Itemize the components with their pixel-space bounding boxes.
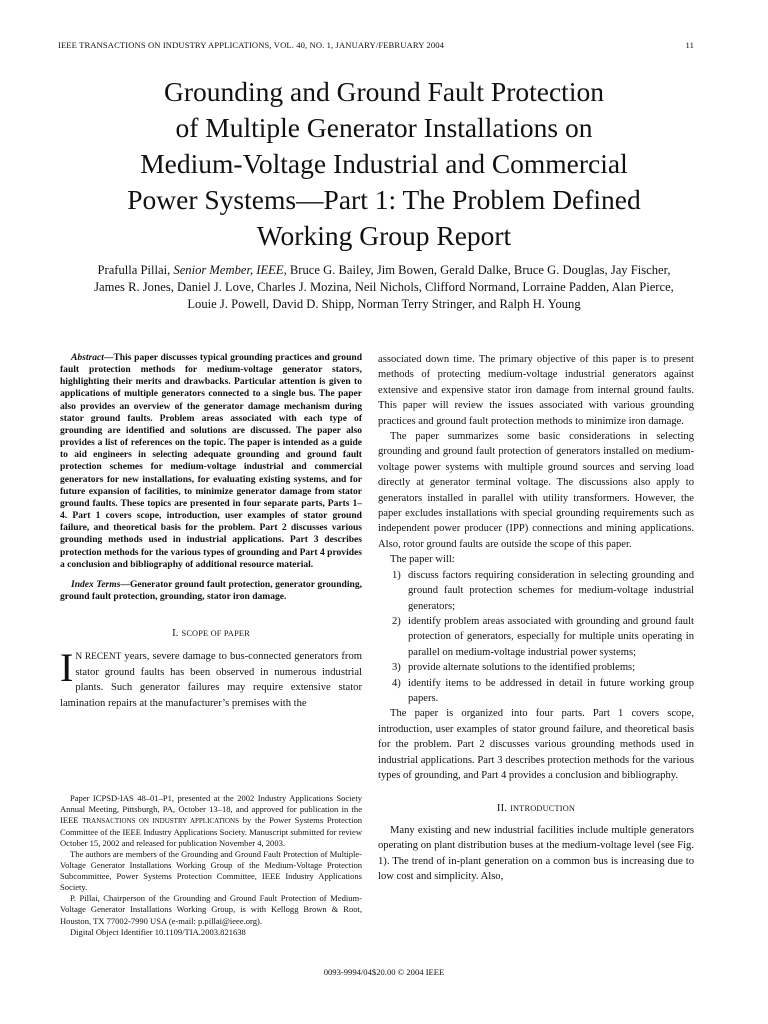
body-paragraph: Many existing and new industrial facilities include multiple generators operating on plant distribution buses at the medium-voltage level (see Fig. 1). The trend of in-plant generation on a common bus is increasing due to low cost and simplicity. Also, [378, 824, 694, 882]
index-terms-text: —Generator ground fault protection, generator grounding, ground fault protection, grounding, stator iron damage. [60, 578, 362, 602]
journal-header: IEEE TRANSACTIONS ON INDUSTRY APPLICATIONS, VOL. 40, NO. 1, JANUARY/FEBRUARY 2004 [58, 40, 445, 50]
abstract-text: —This paper discusses typical grounding practices and ground fault protection methods for medium-voltage generator stators, highlighting their merits and drawbacks. Particular attention is given to applications of multiple generators connected to a single bus. The paper also provides an overview of the generator damage mechanism during stator ground faults. Problem areas associated with each type of grounding are identified and solutions are discussed. The paper also provides a list of references on the topic. The paper is intended as a guide to aid engineers in selecting adequate grounding and ground fault protection schemes for medium-voltage industrial and commercial generators for new installations, for evaluating existing systems, and for future expansion of facilities, to minimize generator damage from stator ground faults. These topics are presented in four separate parts, Parts 1–4. Part 1 covers scope, introduction, user examples of stator ground failure, and theoretical basis for the problem. Part 2 discusses various grounding methods used in industrial applications. Part 3 describes protection methods for the various types of grounding and Part 4 provides a conclusion and bibliography of additional resource material. [60, 352, 362, 570]
title-line: Working Group Report [256, 220, 512, 251]
section-number: I. [172, 628, 182, 640]
list-number: 3) [392, 662, 401, 674]
list-item [378, 614, 694, 660]
numbered-list [378, 568, 694, 707]
title-line: of Multiple Generator Installations on [175, 112, 593, 143]
author-list [0, 262, 768, 313]
list-text: identify problem areas associated with grounding and ground fault protection of generators, especially for multiple units operating in parallel on medium-voltage industrial power systems; [408, 615, 694, 658]
footnote-doi: Digital Object Identifier 10.1109/TIA.2003.821638 [70, 926, 246, 937]
author-name: Prafulla Pillai, [97, 263, 174, 277]
footnote-publication [60, 793, 362, 849]
abstract-lead: Abstract [71, 352, 104, 363]
title-line: Grounding and Ground Fault Protection [164, 76, 604, 107]
body-paragraph: The paper summarizes some basic considerations in selecting grounding and ground fault protection of generators installed on medium-voltage power systems with multiple ground sources and serving load directly at generator terminal voltage. The discussions also apply to generators installed in parallel with utility transformers. However, the paper excludes installations with special grounding requirements such as independent power producer (IPP) connections and mining applications. Also, rotor ground faults are outside the scope of this paper. [378, 431, 694, 550]
author-line [0, 262, 768, 279]
section-number: II. [496, 803, 511, 815]
paragraph-text: years, severe damage to bus-connected generators from stator ground faults has been observed in numerous industrial plants. Such generator failures may require extensive stator lamination repairs at the manufacturer’s premises with the [60, 650, 362, 709]
author-role: Senior Member, IEEE [173, 263, 284, 277]
footnote-chair: P. Pillai, Chairperson of the Grounding and Ground Fault Protection of Medium-Voltage Generator Installations Working Group, is with Kellogg Brown & Root, Houston, TX 77002-7990 USA (e-mail: p.pillai@ieee.org). [60, 893, 362, 926]
author-names: , Bruce G. Bailey, Jim Bowen, Gerald Dalke, Bruce G. Douglas, Jay Fischer, [283, 263, 671, 277]
title-line: Power Systems—Part 1: The Problem Defined [127, 184, 641, 215]
footnote-journal: TRANSACTIONS ON INDUSTRY APPLICATIONS [82, 817, 239, 826]
page-number: 11 [685, 40, 694, 50]
list-number: 2) [392, 615, 401, 627]
list-text: discuss factors requiring consideration in selecting grounding and ground fault protection schemes for medium-voltage industrial generators; [408, 569, 694, 612]
section-title: INTRODUCTION [510, 804, 576, 814]
footnote-text: by the Power Systems Protection Committee of the IEEE Industry Applications Society. Manuscript submitted for review October 15, 2002 and released for publication November 4, 2003. [60, 815, 363, 849]
section-title: SCOPE OF PAPER [181, 629, 250, 639]
section-heading-scope [60, 626, 362, 641]
list-text: identify items to be addressed in detail in future working group papers. [408, 677, 694, 704]
list-number: 1) [392, 569, 401, 581]
list-item [378, 676, 694, 707]
copyright-line: 0093-9994/04$20.00 © 2004 IEEE [323, 967, 445, 977]
list-number: 4) [392, 677, 401, 689]
section-scope-paragraph [60, 644, 362, 712]
body-paragraph: The paper is organized into four parts. Part 1 covers scope, introduction, user examples of stator ground failure, and theoretical basis for the problem. Part 2 discusses various grounding methods used in industrial applications. Part 3 describes protection methods for the various types of grounding, and Part 4 provides a conclusion and bibliography. [378, 708, 694, 781]
paper-title [0, 74, 768, 254]
body-paragraph: The paper will: [390, 554, 455, 566]
section-heading-introduction [378, 801, 694, 816]
footnote-authors: The authors are members of the Grounding and Ground Fault Protection of Multiple-Voltage Generator Installations Working Group of the Medium-Voltage Protection Subcommittee, Power Systems Protection Committee, IEEE Industry Applications Society. [60, 849, 362, 893]
index-terms [60, 579, 362, 603]
lead-in-caps: N RECENT [75, 651, 122, 662]
abstract [60, 352, 362, 571]
footnotes [60, 793, 362, 938]
title-line: Medium-Voltage Industrial and Commercial [140, 148, 628, 179]
list-text: provide alternate solutions to the identified problems; [408, 662, 636, 674]
index-terms-lead: Index Terms [71, 578, 121, 590]
author-line: Louie J. Powell, David D. Shipp, Norman Terry Stringer, and Ralph H. Young [187, 297, 581, 311]
author-line: James R. Jones, Daniel J. Love, Charles J. Mozina, Neil Nichols, Clifford Normand, Lorraine Padden, Alan Pierce, [94, 280, 674, 294]
drop-cap: I [60, 644, 74, 690]
left-column [60, 352, 362, 711]
right-column [378, 352, 694, 884]
footnote-text: Paper ICPSD-IAS 48–01–P1, presented at the 2002 Industry Applications Society Annual Meeting, Pittsburgh, PA, October 13–18, and approved for publication in the IEEE [60, 793, 362, 826]
list-item [378, 660, 694, 675]
body-paragraph: associated down time. The primary objective of this paper is to present methods of protecting medium-voltage industrial generators against extensive and expensive stator iron damage from internal ground faults. This paper will review the issues associated with various grounding practices and ground fault protection methods to minimize iron damage. [378, 354, 694, 427]
list-item [378, 568, 694, 614]
